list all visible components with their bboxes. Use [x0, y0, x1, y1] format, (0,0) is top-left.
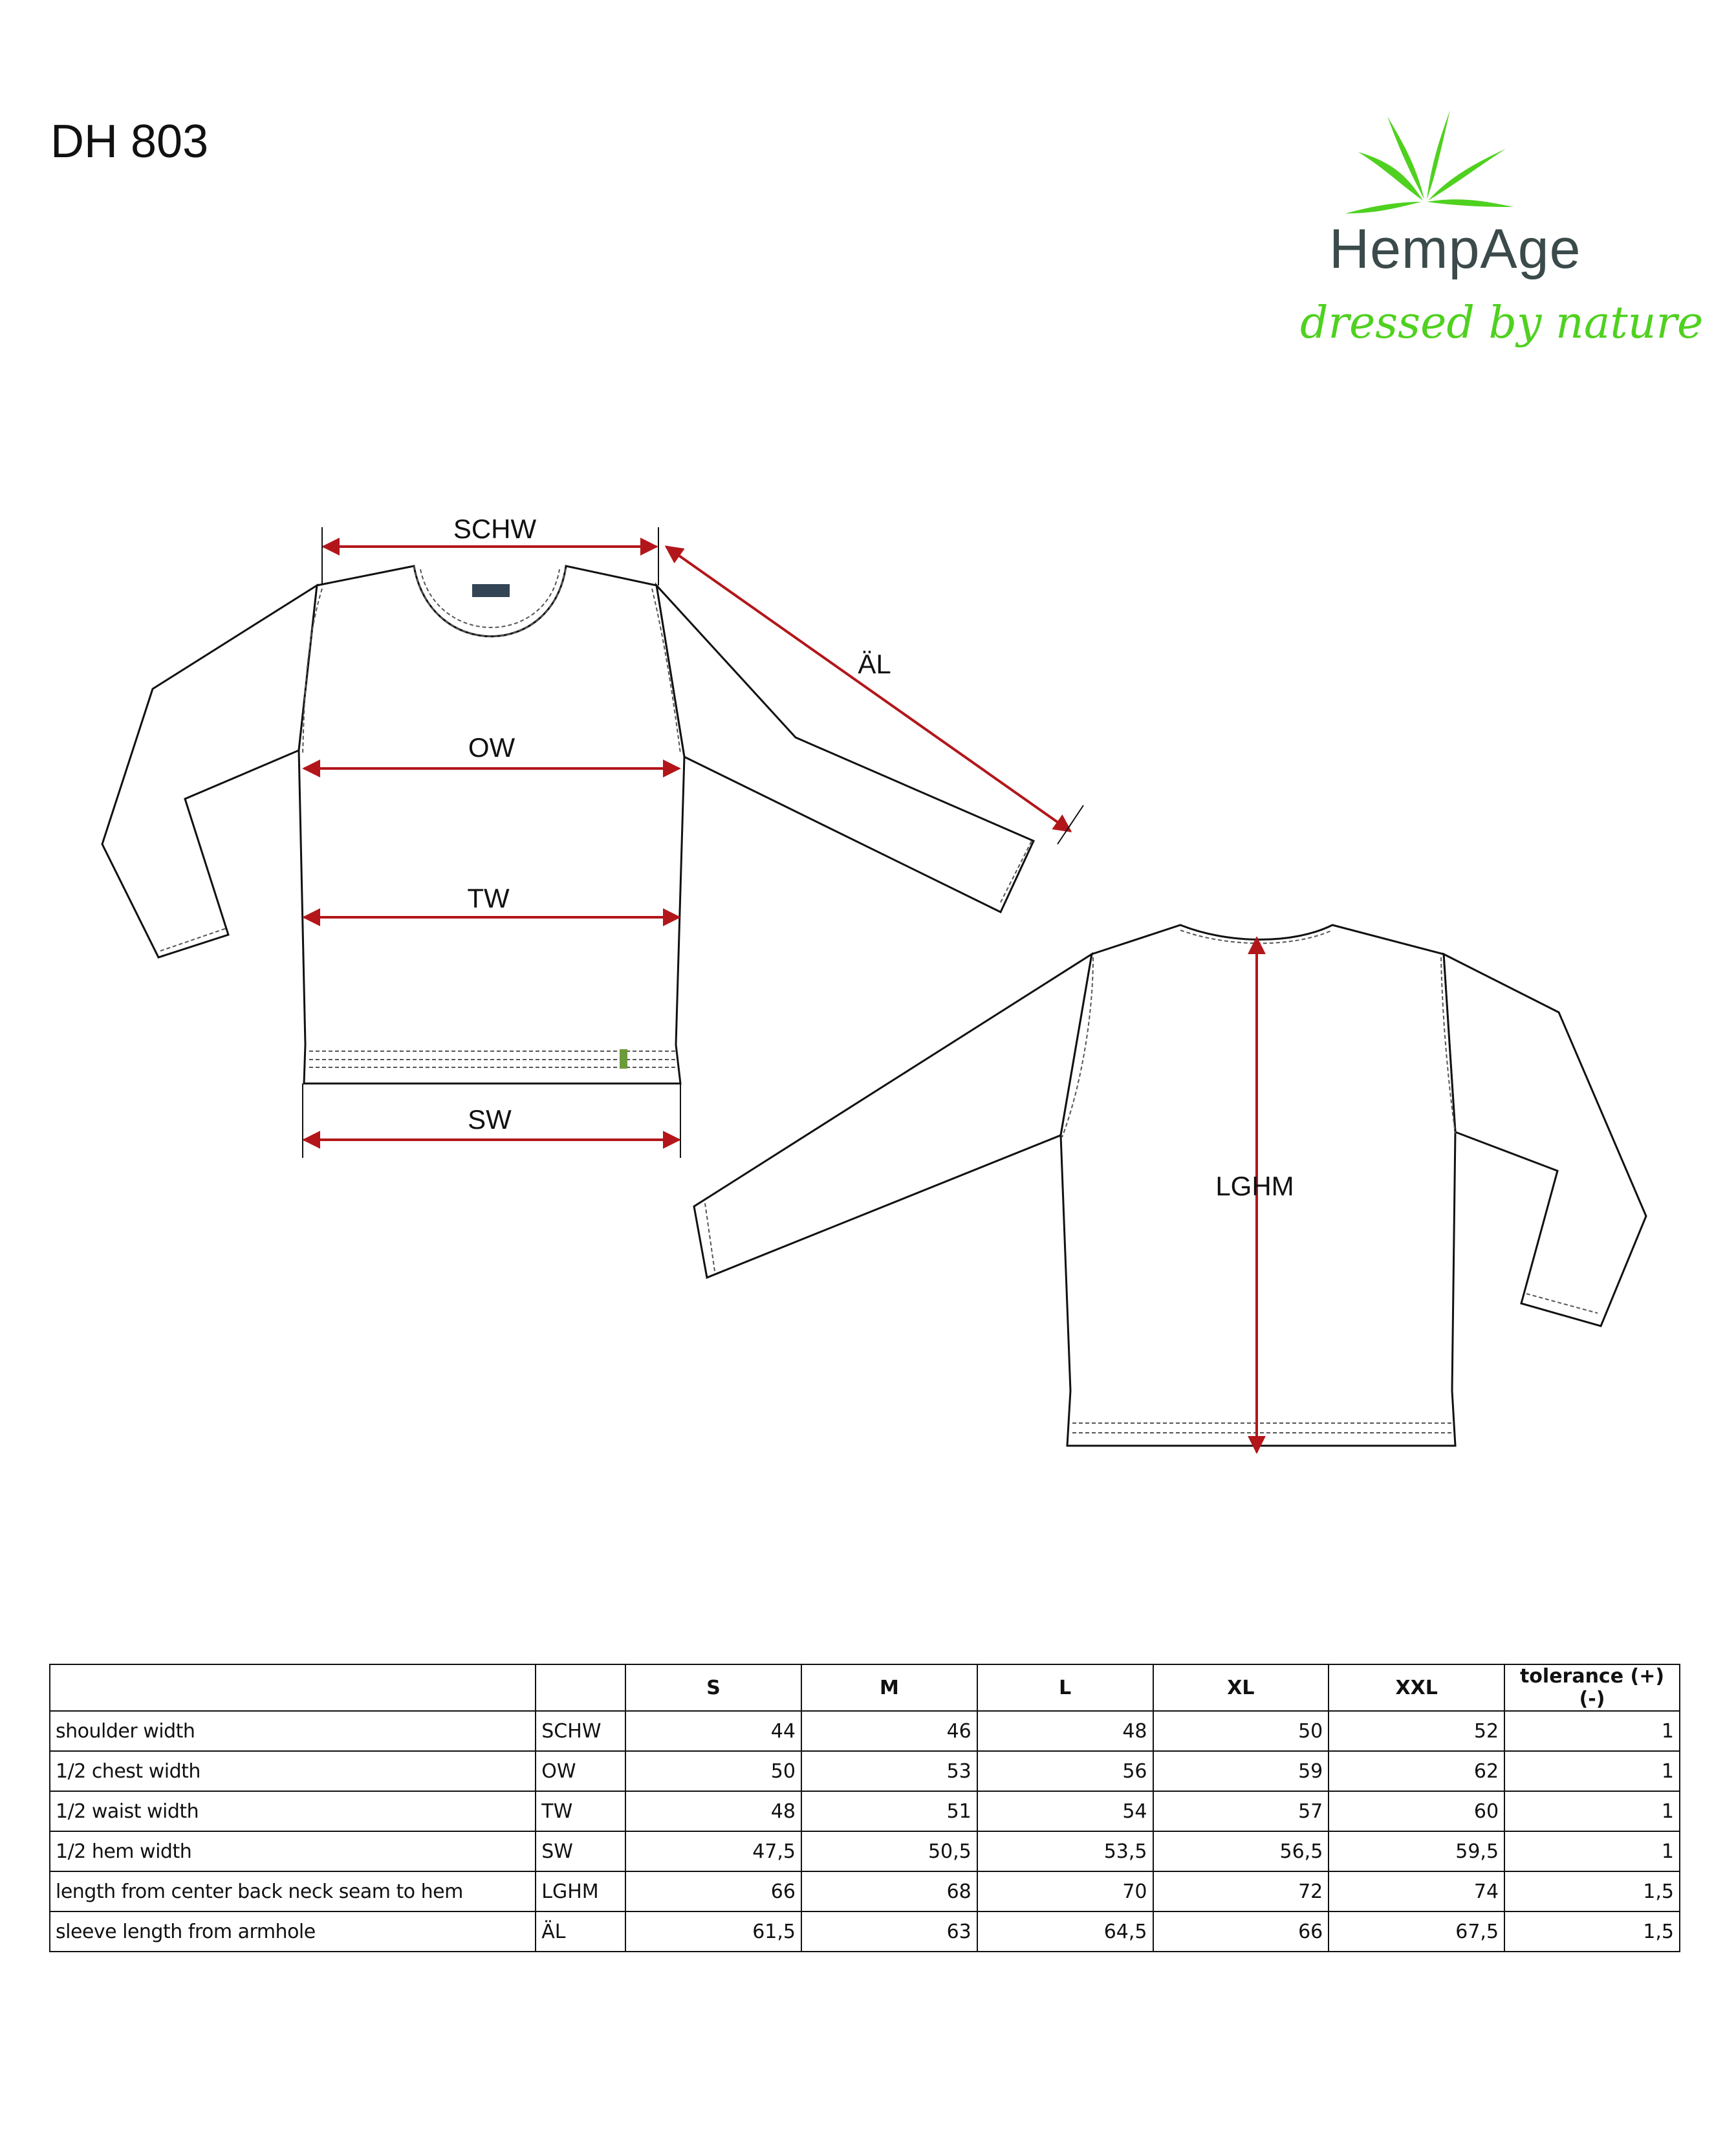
cell-xxl: 59,5: [1329, 1831, 1504, 1871]
cell-tolerance: 1: [1504, 1791, 1680, 1831]
header-size-l: L: [977, 1664, 1153, 1711]
cell-xl: 57: [1153, 1791, 1329, 1831]
brand-tagline: dressed by nature: [1300, 298, 1704, 349]
cell-tolerance: 1: [1504, 1711, 1680, 1751]
cell-xxl: 60: [1329, 1791, 1504, 1831]
table-row: [50, 1711, 1680, 1751]
row-desc: shoulder width: [50, 1711, 536, 1751]
cell-l: 53,5: [977, 1831, 1153, 1871]
cell-xl: 66: [1153, 1911, 1329, 1952]
row-desc: length from center back neck seam to hem: [50, 1871, 536, 1911]
front-view: [102, 566, 1034, 1083]
header-tolerance: tolerance (+)(-): [1504, 1664, 1680, 1711]
row-abbr: ÄL: [536, 1911, 625, 1952]
cell-xl: 50: [1153, 1711, 1329, 1751]
cell-m: 50,5: [801, 1831, 977, 1871]
row-abbr: TW: [536, 1791, 625, 1831]
cell-xl: 59: [1153, 1751, 1329, 1791]
label-sw: SW: [468, 1104, 512, 1135]
cell-s: 61,5: [625, 1911, 801, 1952]
row-abbr: LGHM: [536, 1871, 625, 1911]
front-left-sleeve: [102, 585, 317, 957]
header-size-xl: XL: [1153, 1664, 1329, 1711]
cell-l: 70: [977, 1871, 1153, 1911]
back-right-sleeve: [1444, 954, 1646, 1326]
front-hem-tag: [620, 1049, 627, 1069]
cell-s: 44: [625, 1711, 801, 1751]
cell-xxl: 62: [1329, 1751, 1504, 1791]
header-size-s: S: [625, 1664, 801, 1711]
neck-label: [472, 584, 510, 597]
front-body: [299, 566, 684, 1083]
header-abbr: [536, 1664, 625, 1711]
cell-m: 53: [801, 1751, 977, 1791]
cell-tolerance: 1: [1504, 1831, 1680, 1871]
header-size-xxl: XXL: [1329, 1664, 1504, 1711]
table-row: [50, 1911, 1680, 1952]
table-row: [50, 1831, 1680, 1871]
row-abbr: SCHW: [536, 1711, 625, 1751]
size-table: [49, 1664, 1680, 1952]
cell-xxl: 74: [1329, 1871, 1504, 1911]
cell-l: 56: [977, 1751, 1153, 1791]
cell-m: 51: [801, 1791, 977, 1831]
label-al: ÄL: [858, 649, 891, 679]
cell-tolerance: 1: [1504, 1751, 1680, 1791]
back-left-sleeve: [694, 954, 1092, 1278]
cell-l: 54: [977, 1791, 1153, 1831]
label-tw: TW: [467, 883, 510, 913]
label-lghm: LGHM: [1215, 1171, 1294, 1201]
label-ow: OW: [468, 732, 515, 763]
table-header-row: [50, 1664, 1680, 1711]
brand-name: HempAge: [1329, 218, 1581, 280]
cell-s: 47,5: [625, 1831, 801, 1871]
cell-tolerance: 1,5: [1504, 1871, 1680, 1911]
front-right-sleeve: [656, 585, 1034, 912]
header-size-m: M: [801, 1664, 977, 1711]
row-abbr: OW: [536, 1751, 625, 1791]
cell-s: 66: [625, 1871, 801, 1911]
table-row: [50, 1871, 1680, 1911]
cell-s: 50: [625, 1751, 801, 1791]
row-desc: 1/2 hem width: [50, 1831, 536, 1871]
cell-xxl: 67,5: [1329, 1911, 1504, 1952]
table-row: [50, 1791, 1680, 1831]
label-schw: SCHW: [453, 514, 537, 544]
cell-xl: 72: [1153, 1871, 1329, 1911]
table-row: [50, 1751, 1680, 1791]
cell-m: 68: [801, 1871, 977, 1911]
cell-xl: 56,5: [1153, 1831, 1329, 1871]
row-abbr: SW: [536, 1831, 625, 1871]
row-desc: sleeve length from armhole: [50, 1911, 536, 1952]
model-code: DH 803: [50, 116, 209, 168]
cell-l: 64,5: [977, 1911, 1153, 1952]
cell-xxl: 52: [1329, 1711, 1504, 1751]
row-desc: 1/2 waist width: [50, 1791, 536, 1831]
cell-l: 48: [977, 1711, 1153, 1751]
cell-s: 48: [625, 1791, 801, 1831]
cell-m: 63: [801, 1911, 977, 1952]
cell-m: 46: [801, 1711, 977, 1751]
row-desc: 1/2 chest width: [50, 1751, 536, 1791]
cell-tolerance: 1,5: [1504, 1911, 1680, 1952]
back-view: [694, 925, 1646, 1446]
header-desc: [50, 1664, 536, 1711]
